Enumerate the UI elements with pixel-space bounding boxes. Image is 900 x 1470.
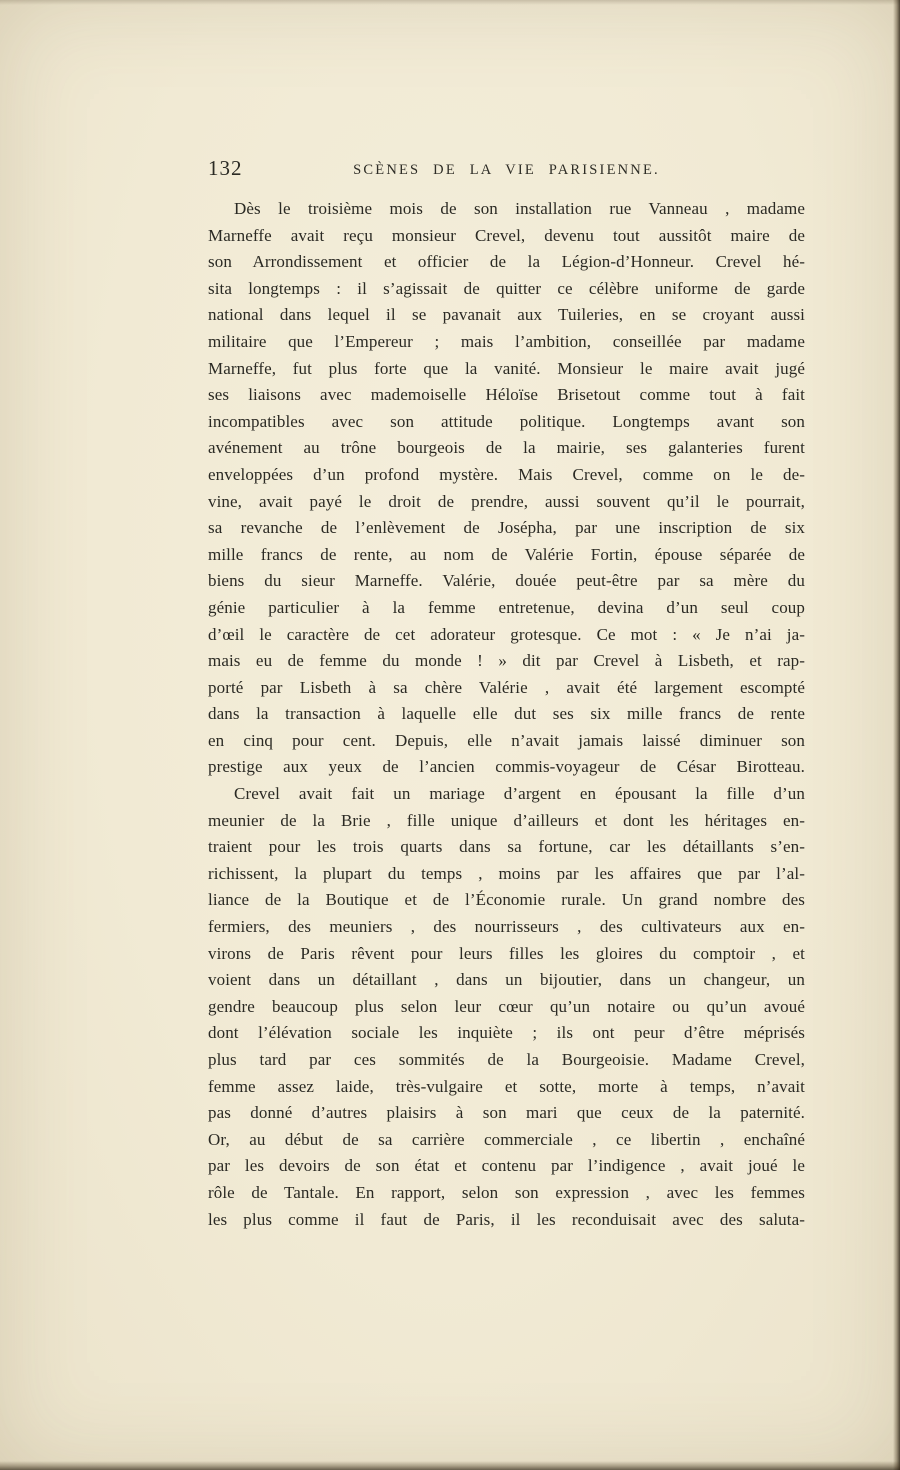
text-line: Dès le troisième mois de son installation rue Vanneau , madame xyxy=(234,199,805,218)
text-line: en cinq pour cent. Depuis, elle n’avait jamais laissé diminuer son xyxy=(208,730,805,750)
text-line: avénement au trône bourgeois de la mairie, ses galanteries furent xyxy=(208,438,805,458)
text-line: plus tard par ces sommités de la Bourgeoisie. Madame Crevel, xyxy=(208,1050,805,1069)
text-line: porté par Lisbeth à sa chère Valérie , avait été largement escompté xyxy=(208,677,805,697)
text-line: virons de Paris rêvent pour leurs filles les gloires du comptoir , et xyxy=(208,943,805,963)
text-line: femme assez laide, très-vulgaire et sotte, morte à temps, n’avait xyxy=(208,1076,805,1096)
text-line: rôle de Tantale. En rapport, selon son expression , avec les femmes xyxy=(208,1182,805,1202)
paragraph xyxy=(208,781,805,1233)
text-line: ses liaisons avec mademoiselle Héloïse Brisetout comme tout à fait xyxy=(208,385,805,405)
text-line: dans la transaction à laquelle elle dut ses six mille francs de rente xyxy=(208,704,805,724)
text-line: richissent, la plupart du temps , moins par les affaires que par l’al- xyxy=(208,863,805,883)
scan-edge-top xyxy=(0,0,900,5)
text-line: voient dans un détaillant , dans un bijoutier, dans un changeur, un xyxy=(208,970,805,990)
running-header: SCÈNES DE LA VIE PARISIENNE. xyxy=(353,162,660,178)
text-line: sita longtemps : il s’agissait de quitter ce célèbre uniforme de garde xyxy=(208,278,805,298)
scan-edge-right xyxy=(893,0,900,1470)
text-line: pas donné d’autres plaisirs à son mari que ceux de la paternité. xyxy=(208,1103,805,1123)
text-line: les plus comme il faut de Paris, il les reconduisait avec des saluta- xyxy=(208,1209,805,1229)
text-line: par les devoirs de son état et contenu par l’indigence , avait joué le xyxy=(208,1156,805,1176)
page-body xyxy=(208,196,805,1233)
text-line: mais eu de femme du monde ! » dit par Crevel à Lisbeth, et rap- xyxy=(208,651,805,671)
text-line: meunier de la Brie , fille unique d’ailleurs et dont les héritages en- xyxy=(208,810,805,830)
text-line: d’œil le caractère de cet adorateur grotesque. Ce mot : « Je n’ai ja- xyxy=(208,624,805,644)
text-line: Marneffe avait reçu monsieur Crevel, devenu tout aussitôt maire de xyxy=(208,225,805,245)
text-line: gendre beaucoup plus selon leur cœur qu’un notaire ou qu’un avoué xyxy=(208,996,805,1016)
text-line: prestige aux yeux de l’ancien commis-voyageur de César Birotteau. xyxy=(208,757,805,777)
text-line: génie particulier à la femme entretenue, devina d’un seul coup xyxy=(208,597,805,617)
text-line: Crevel avait fait un mariage d’argent en épousant la fille d’un xyxy=(234,784,805,804)
text-line: traient pour les trois quarts dans sa fortune, car les détaillants s’en- xyxy=(208,837,805,857)
page-number: 132 xyxy=(208,156,243,180)
text-line: Marneffe, fut plus forte que la vanité. Monsieur le maire avait jugé xyxy=(208,358,805,378)
text-line: sa revanche de l’enlèvement de Josépha, par une inscription de six xyxy=(208,518,805,538)
paragraph xyxy=(208,196,805,781)
text-line: liance de la Boutique et de l’Économie rurale. Un grand nombre des xyxy=(208,890,805,910)
text-block xyxy=(208,158,805,1233)
page-header xyxy=(208,158,805,184)
scan-edge-bottom xyxy=(0,1461,900,1470)
text-line: fermiers, des meuniers , des nourrisseurs , des cultivateurs aux en- xyxy=(208,917,805,937)
text-line: mille francs de rente, au nom de Valérie Fortin, épouse séparée de xyxy=(208,544,805,564)
text-line: biens du sieur Marneffe. Valérie, douée peut-être par sa mère du xyxy=(208,571,805,591)
text-line: son Arrondissement et officier de la Légion-d’Honneur. Crevel hé- xyxy=(208,252,805,272)
text-line: incompatibles avec son attitude politique. Longtemps avant son xyxy=(208,411,805,431)
text-line: national dans lequel il se pavanait aux Tuileries, en se croyant aussi xyxy=(208,305,805,325)
text-line: dont l’élévation sociale les inquiète ; ils ont peur d’être méprisés xyxy=(208,1023,805,1043)
text-line: militaire que l’Empereur ; mais l’ambition, conseillée par madame xyxy=(208,331,805,351)
text-line: Or, au début de sa carrière commerciale , ce libertin , enchaîné xyxy=(208,1129,805,1149)
text-line: enveloppées d’un profond mystère. Mais Crevel, comme on le de- xyxy=(208,464,805,484)
text-line: vine, avait payé le droit de prendre, aussi souvent qu’il le pourrait, xyxy=(208,491,805,511)
